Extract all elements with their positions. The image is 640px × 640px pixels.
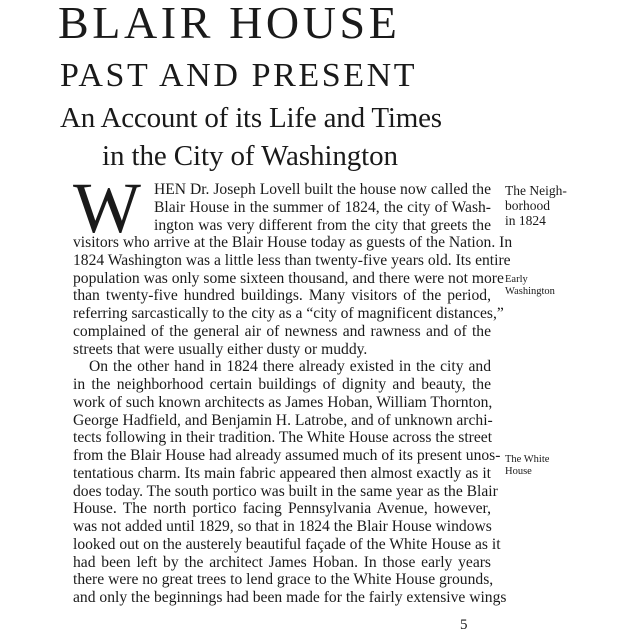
- text-line: had been left by the architect James Hoban. In those early years: [73, 553, 491, 571]
- text-line: streets that were usually either dusty or muddy.: [73, 340, 368, 358]
- text-line: and only the beginnings had been made for the fairly extensive wings: [73, 589, 507, 606]
- text-line: population was only some sixteen thousand, and there were not more: [73, 269, 504, 287]
- text-line: work of such known architects as James Hoban, William Thornton,: [73, 393, 493, 411]
- text-line: George Hadfield, and Benjamin H. Latrobe, and of unknown archi-: [73, 411, 493, 429]
- drop-cap: W: [73, 168, 141, 248]
- text-line: HEN Dr. Joseph Lovell built the house now called the: [154, 181, 491, 198]
- page-number: 5: [460, 617, 468, 633]
- margin-note-line: The White: [505, 454, 550, 465]
- text-line: from the Blair House had already assumed much of its present unos-: [73, 447, 501, 464]
- margin-note-line: House: [505, 465, 532, 477]
- text-line: referring sarcastically to the city as a “city of magnificent distances,”: [73, 305, 504, 322]
- text-line: there were no great trees to lend grace to the White House grounds,: [73, 571, 494, 589]
- margin-note-neighborhood: [505, 183, 567, 228]
- margin-note-white-house: [505, 454, 549, 477]
- text-line: 1824 Washington was a little less than twenty-five years old. Its entire: [73, 251, 511, 269]
- text-line: than twenty-five hundred buildings. Many visitors of the period,: [73, 287, 491, 305]
- text-line: does today. The south portico was built in the same year as the Blair: [73, 482, 498, 500]
- margin-note-line: Early: [505, 274, 528, 285]
- title-tagline-2: in the City of Washington: [102, 140, 398, 172]
- text-line: ington was very different from the city that greets the: [154, 216, 491, 234]
- margin-note-early-washington: [505, 274, 555, 297]
- margin-note-line: borhood: [505, 198, 550, 213]
- title-main: BLAIR HOUSE: [58, 0, 401, 48]
- margin-note-line: in 1824: [505, 213, 546, 228]
- text-line: House. The north portico facing Pennsylvania Avenue, however,: [73, 500, 491, 518]
- margin-note-line: The Neigh-: [505, 183, 567, 198]
- opening-lines: [154, 181, 491, 234]
- margin-note-line: Washington: [505, 285, 555, 297]
- text-line: tects following in their tradition. The White House across the street: [73, 429, 493, 447]
- text-line: in the neighborhood certain buildings of dignity and beauty, the: [73, 376, 491, 393]
- title-subtitle: PAST AND PRESENT: [60, 57, 418, 94]
- text-line: was not added until 1829, so that in 1824 the Blair House windows: [73, 518, 492, 535]
- text-line: visitors who arrive at the Blair House today as guests of the Nation. In: [73, 234, 513, 251]
- text-line: looked out on the austerely beautiful façade of the White House as it: [73, 535, 501, 553]
- text-line: On the other hand in 1824 there already existed in the city and: [89, 358, 491, 376]
- text-line: Blair House in the summer of 1824, the city of Wash-: [154, 198, 491, 216]
- text-line: tentatious charm. Its main fabric appeared then almost exactly as it: [73, 464, 491, 482]
- title-tagline-1: An Account of its Life and Times: [60, 102, 442, 134]
- body-text: [73, 234, 513, 607]
- text-line: complained of the general air of newness and rawness and of the: [73, 322, 491, 340]
